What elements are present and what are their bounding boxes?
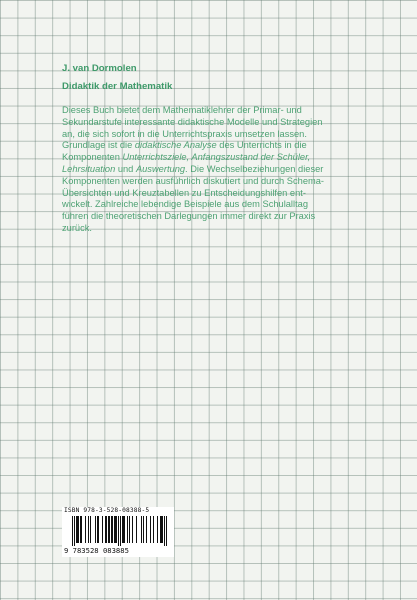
blurb-text-segment: Komponenten werden ausführlich diskutiert und durch Schema- (62, 175, 325, 186)
barcode-bar (74, 516, 75, 546)
barcode-bar (166, 516, 167, 546)
barcode-bar (95, 516, 96, 543)
blurb-text-segment: führen die theoretischen Darlegungen immer direkt zur Praxis (62, 211, 316, 222)
blurb-line (62, 211, 352, 223)
cover-header (62, 60, 362, 95)
blurb-text-segment: und (115, 163, 136, 174)
blurb-emphasis: Auswertung (135, 163, 186, 174)
book-title: Didaktik der Mathematik (62, 80, 173, 92)
barcode-bar (116, 516, 117, 543)
blurb-emphasis: Unterrichtsziele, Anfangszustand der Schüler, (122, 152, 311, 163)
barcode-bar (118, 516, 119, 546)
barcode-bar (108, 516, 109, 543)
blurb-emphasis: Lehrsituation (62, 163, 116, 174)
barcode-bar (153, 516, 154, 543)
barcode-bar (76, 516, 77, 543)
barcode-bar (102, 516, 103, 543)
blurb-text-segment: Dieses Buch bietet dem Mathematiklehrer der Primar- und (62, 105, 302, 115)
barcode-bar (80, 516, 81, 543)
barcode-bar (105, 516, 106, 543)
barcode-bar (127, 516, 128, 543)
barcode-bar (111, 516, 112, 543)
barcode-bar (136, 516, 137, 543)
barcode-bar (97, 516, 98, 543)
barcode-bar (123, 516, 124, 543)
blurb-text (62, 105, 352, 235)
barcode-bar (124, 516, 125, 543)
blurb-text-segment: Grundlage ist die (62, 140, 135, 151)
barcode-bar (88, 516, 89, 543)
blurb-line (62, 188, 352, 200)
isbn-label: ISBN 978-3-528-08388-5 (64, 507, 150, 514)
blurb-text-segment: Übersichten und Kreuztabellen zu Entscheidungshilfen ent- (62, 187, 306, 198)
barcode-bar (150, 516, 151, 543)
blurb-text-segment: an, die sich sofort in die Unterrichtspraxis umsetzen lassen. (62, 128, 307, 139)
barcode-digits: 9 783528 083885 (64, 546, 129, 555)
barcode-bar (81, 516, 82, 543)
barcode-bar (161, 516, 162, 543)
barcode-bar (78, 516, 79, 543)
barcode-bar (112, 516, 113, 543)
barcode-bar (109, 516, 110, 543)
barcode-bar (164, 516, 165, 546)
barcode-bar (132, 516, 133, 543)
blurb-line (62, 105, 352, 117)
barcode-bar (122, 516, 123, 543)
barcode-bar (157, 516, 158, 543)
blurb-line (62, 223, 352, 235)
barcode-bar (98, 516, 99, 543)
blurb-text-segment: Komponenten (62, 152, 123, 163)
barcode-bar (114, 516, 115, 543)
blurb-text-segment: des Unterrichts in die (216, 140, 307, 151)
blurb-text-segment: zurück. (62, 222, 92, 233)
barcode-bar (106, 516, 107, 543)
blurb-line (62, 152, 352, 164)
barcode-bar (160, 516, 161, 543)
barcode-icon (72, 516, 167, 546)
blurb-line (62, 129, 352, 141)
barcode-bar (120, 516, 121, 546)
blurb-line (62, 164, 352, 176)
blurb-line (62, 199, 352, 211)
blurb-line (62, 140, 352, 152)
barcode-bar (90, 516, 91, 543)
blurb-text-segment: wickelt. Zahlreiche lebendige Beispiele aus dem Schulalltag (62, 199, 308, 210)
barcode-bar (146, 516, 147, 543)
isbn-barcode-block (62, 507, 174, 557)
barcode-bar (162, 516, 163, 543)
barcode-bar (141, 516, 142, 543)
barcode-bar (143, 516, 144, 543)
blurb-text-segment: . Die Wechselbeziehungen dieser (185, 163, 324, 174)
barcode-bar (72, 516, 73, 546)
blurb-text-segment: Sekundarstufe interessante didaktische Modelle und Strategien (62, 116, 323, 127)
blurb-emphasis: didaktische Analyse (134, 140, 217, 151)
barcode-bar (115, 516, 116, 543)
barcode-bar (129, 516, 130, 543)
author-name: J. van Dormolen (62, 63, 137, 74)
blurb-line (62, 176, 352, 188)
barcode-bar (85, 516, 86, 543)
blurb-line (62, 117, 352, 129)
barcode-bar (77, 516, 78, 543)
